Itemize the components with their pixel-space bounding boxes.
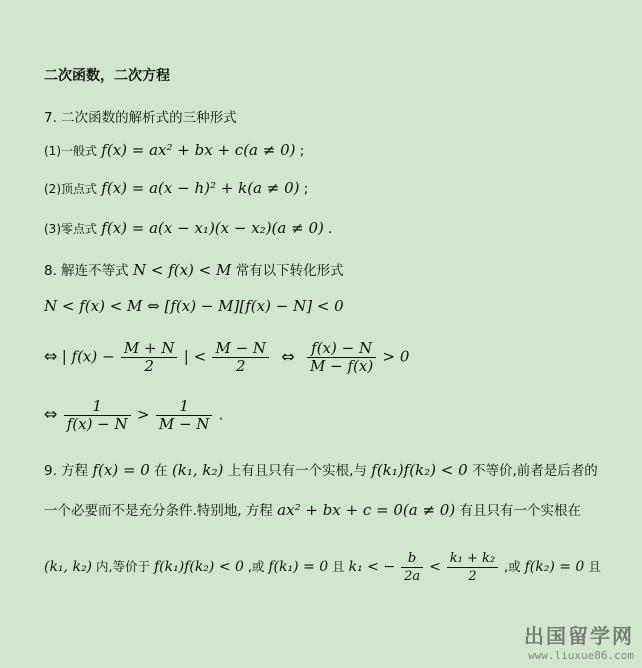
watermark-url: www.liuxue86.com bbox=[528, 649, 634, 662]
s8-l3-frac1-num: 1 bbox=[64, 398, 131, 416]
s7-f2-label: (2)顶点式 bbox=[44, 182, 97, 196]
s7-f2-end: ; bbox=[303, 181, 309, 197]
s8-l2-frac1 bbox=[121, 340, 178, 375]
s9-p5: 一个必要而不是充分条件.特别地, 方程 bbox=[44, 503, 273, 519]
s7-f3-label: (3)零点式 bbox=[44, 222, 97, 236]
s9-m8b: < bbox=[429, 559, 441, 575]
s8-l3-frac1-den: f(x) − N bbox=[66, 415, 128, 433]
s8-l3-frac1 bbox=[64, 398, 131, 433]
s8-l2-arrow2: ⇔ bbox=[281, 346, 295, 366]
s9-p7: 内,等价于 bbox=[96, 559, 150, 574]
watermark-logo bbox=[524, 620, 634, 662]
s9-m9: f(k₂) = 0 bbox=[524, 559, 585, 575]
s7-f1-end: ; bbox=[299, 143, 305, 159]
s8-l2-frac3 bbox=[307, 340, 376, 375]
s8-l2-b: | < bbox=[183, 347, 207, 366]
s7-f3-math: f(x) = a(x − x₁)(x − x₂)(a ≠ 0) bbox=[101, 219, 324, 237]
s8-post: 常有以下转化形式 bbox=[235, 263, 344, 279]
s8-l2-a: | f(x) − bbox=[61, 347, 115, 366]
s9-line2 bbox=[44, 500, 581, 521]
s7-f1-math: f(x) = ax² + bx + c(a ≠ 0) bbox=[101, 141, 296, 159]
s7-formula-vertex bbox=[44, 178, 308, 199]
s8-l2-arrow: ⇔ bbox=[44, 346, 58, 366]
s8-l3-frac2-num: 1 bbox=[156, 398, 213, 416]
s8-l3-frac2 bbox=[156, 398, 213, 433]
s8-l2-frac1-den: 2 bbox=[144, 357, 154, 375]
s7-formula-zero bbox=[44, 218, 332, 239]
s9-m3: f(k₁)f(k₂) < 0 bbox=[371, 461, 468, 479]
s8-l3-frac2-den: M − N bbox=[158, 415, 210, 433]
s9-p9: 且 bbox=[332, 559, 345, 574]
s9-m4: ax² + bx + c = 0(a ≠ 0) bbox=[277, 501, 456, 519]
s9-p8: ,或 bbox=[247, 559, 265, 574]
s8-l3-arrow: ⇔ bbox=[44, 404, 58, 424]
s8-heading bbox=[44, 260, 344, 281]
s8-line2 bbox=[44, 340, 409, 375]
s9-frac-mid bbox=[447, 550, 498, 585]
s9-fr2-den: 2 bbox=[468, 569, 477, 584]
s9-line3 bbox=[44, 550, 601, 585]
s8-l2-c: > 0 bbox=[382, 347, 410, 366]
s9-p6: 有且只有一个实根在 bbox=[459, 503, 581, 519]
s9-fr1-den: 2a bbox=[404, 569, 421, 584]
s9-fr2-num: k₁ + k₂ bbox=[447, 550, 498, 568]
s7-formula-general bbox=[44, 140, 304, 161]
s9-p2: 在 bbox=[154, 463, 168, 479]
s8-ineq: N < f(x) < M bbox=[132, 261, 232, 279]
s9-fr1-num: b bbox=[401, 550, 423, 568]
s9-m6: f(k₁)f(k₂) < 0 bbox=[153, 559, 244, 575]
s8-l2-frac3-den: M − f(x) bbox=[310, 357, 374, 375]
s9-m5: (k₁, k₂) bbox=[44, 559, 93, 575]
s9-p3: 上有且只有一个实根,与 bbox=[227, 463, 367, 479]
s7-heading: 7. 二次函数的解析式的三种形式 bbox=[44, 110, 237, 126]
s8-l2-frac1-num: M + N bbox=[121, 340, 178, 358]
s9-line1 bbox=[44, 460, 598, 481]
s9-frac-b-2a bbox=[401, 550, 423, 585]
s8-l2-frac2-den: 2 bbox=[235, 357, 246, 375]
s9-m2: (k₁, k₂) bbox=[171, 461, 224, 479]
s7-f1-label: (1)一般式 bbox=[44, 144, 97, 158]
section-title: 二次函数，二次方程 bbox=[44, 68, 170, 84]
s8-l3-gt: > bbox=[136, 405, 150, 424]
s7-f2-math: f(x) = a(x − h)² + k(a ≠ 0) bbox=[101, 179, 300, 197]
s8-l3-end: . bbox=[218, 407, 224, 424]
s9-m8a: k₁ < − bbox=[348, 559, 396, 575]
s9-p10: ,或 bbox=[504, 559, 521, 574]
s8-l2-frac2-num: M − N bbox=[212, 340, 269, 358]
s8-line3 bbox=[44, 398, 223, 433]
s9-p4: 不等价,前者是后者的 bbox=[471, 463, 598, 479]
watermark-name: 出国留学网 bbox=[524, 624, 634, 648]
s7-f3-end: . bbox=[328, 221, 333, 237]
s9-p1: 9. 方程 bbox=[44, 463, 89, 479]
s9-p11: 且 bbox=[588, 559, 601, 574]
s8-line1: N < f(x) < M ⇔ [f(x) − M][f(x) − N] < 0 bbox=[44, 297, 344, 315]
s8-l2-frac2 bbox=[212, 340, 269, 375]
s9-m7: f(k₁) = 0 bbox=[268, 559, 329, 575]
s9-m1: f(x) = 0 bbox=[92, 461, 150, 479]
s8-pre: 8. 解连不等式 bbox=[44, 263, 129, 279]
s8-l2-frac3-num: f(x) − N bbox=[307, 340, 376, 358]
